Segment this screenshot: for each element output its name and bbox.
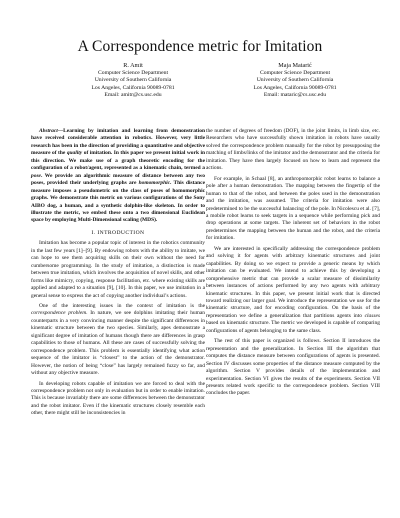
abstract-text-2: of imitation. In this paper we present initial work in this direction. We make use of a graph theoretic encoding for the configuration of a robot/agent, represented as a kinematic chain, termed a — [31, 150, 206, 172]
right-column — [206, 128, 380, 401]
author-city: Los Angeles, California 90089-0781 — [253, 84, 337, 91]
abstract-text-4: . This distance measure imposes a pseudometric on the class of poses of homomorphic graphs. We demonstrate this metric on various configurations of the Sony AIBO dog, a human, and a synthetic dolphin-like skeleton. In order to illustrate the metric, we embed these onto a two dimensional Euclidean space by employing Multi-Dimensional scaling (MDS). — [31, 180, 205, 224]
paragraph-emphasis: correspondence problem — [31, 310, 87, 317]
abstract — [31, 128, 205, 225]
body-paragraph: The rest of this paper is organized is follows. Section II introduces the representation and the generalization. In Section III the algorithm that computes the distance measure between configurations of agents is presented. Section IV discusses some properties of the distance measure computed by the algorithm. Section V provides details of the implementation and experimentation. Section VI gives the results of the experiments. Section VII presents related work specific to the correspondence problem. Section VIII concludes the paper. — [206, 338, 380, 397]
paper-title: A Correspondence metric for Imitation — [77, 38, 323, 55]
body-paragraph — [31, 303, 205, 378]
abstract-label: Abstract — [39, 128, 58, 134]
abstract-dash: — — [57, 128, 64, 134]
section-heading: I. INTRODUCTION — [91, 229, 145, 236]
author-department: Computer Science Department — [97, 69, 169, 76]
abstract-emph-pose: pose — [31, 172, 41, 179]
paragraph-text: We are interested in specifically addressing the correspondence problem and solving it for agents with arbitrary kinematic structures and joint capabilities. By doing so we expect to provide a generic means by which imitation can be evaluated. We intend to achieve this by developing a comprehensive metric that can provide a scalar measure of dissimilarity between instances of actions performed by any two agents with arbitrary kinematic structures. In this paper, we present initial work that is directed toward realizing our larger goal. We introduce the representation we use for the kinematic structure, and for encoding configuration. On the basis of the representation we define a generalization that partitions agents into — [206, 245, 380, 319]
author-2 — [210, 62, 380, 100]
abstract-emph-homomorphic: homomorphic — [138, 180, 171, 187]
author-1 — [48, 62, 218, 100]
author-university: University of Southern California — [94, 77, 172, 84]
body-paragraph: Imitation has become a popular topic of interest in the robotics community in the last few years [1]–[9]. By endowing robots with the ability to imitate, we can hope to see them acquiring skills on their own without the need for cumbersome programming. In the study of imitation, a distinction is made between true imitation, which involves the acquisition of novel skills, and other forms like mimicry, copying, response facilitation, etc. where existing skills are applied and adapted to a situation [9], [10]. In this paper, we use imitation in a general sense to express the act of copying another individual’s actions. — [31, 240, 205, 299]
paragraph-text: . In nature, we see dolphins imitating their human counterparts in a very convincing manner despite the significant differences in kinematic structure between the two species. Similarly, apes demonstrate a significant degree of imitation of humans though there are differences in grasp capabilities to those of humans. All these are cases of successfully solving the correspondence problem. This problem is essentially identifying what action sequence of the imitator is “closest” to the action of the demonstrator. However, the notion of being “close” has largely remained fuzzy so far, and without any objective measure. — [31, 310, 205, 377]
abstract-text-3: . We provide an algorithmic measure of distance between any two poses, provided their underlying graphs are — [31, 172, 205, 187]
author-name: R. Amit — [123, 62, 143, 69]
author-university: University of Southern California — [256, 77, 334, 84]
body-paragraph — [206, 246, 380, 335]
body-paragraph: In developing robots capable of imitation we are forced to deal with the correspondence problem not only in evaluation but in order to enable imitation. This is because invariably there are some differences between the demonstrator and the robot imitator. Even if the kinematic structures closely resemble each other, there might still be inconsistencies in — [31, 380, 205, 417]
author-email: Email: mataric@cs.usc.edu — [263, 92, 327, 99]
left-column — [31, 128, 205, 421]
paragraph-text: One of the interesting issues in the context of imitation is the — [39, 302, 205, 309]
body-paragraph: the number of degrees of freedom (DOF), in the joint limits, in limb size, etc. Researchers who have successfully shown imitation in robots have usually solved the correspondence problem manually for the robot by presupposing the matching of limbs/links of the imitator and the demonstrator and the criteria for imitation. They have then largely focused on how to learn and represent the actions. — [206, 128, 380, 172]
author-city: Los Angeles, California 90089-0781 — [91, 84, 175, 91]
author-email: Email: amitr@cs.usc.edu — [104, 92, 162, 99]
body-paragraph: For example, in Schaal [8], an anthropomorphic robot learns to balance a pole after a human demonstration. The mapping between the fingertip of the human to that of the robot, and between the poles used in the demonstration and the imitation, was assumed. The criteria for imitation were also predetermined to be the successful balancing of the pole. In Nicolescu et al. [7], a mobile robot learns to seek targets in a sequence while performing pick and drop operations at some targets. The inherent set of behaviors in the robot predetermines the mapping between the human and the robot, and the criteria for imitation. — [206, 175, 380, 242]
author-name: Maja Matarić — [278, 62, 312, 69]
author-department: Computer Science Department — [259, 69, 331, 76]
paragraph-emphasis: classes — [364, 312, 380, 319]
abstract-emph-quality: quality — [66, 150, 83, 157]
abstract-text-1: Learning by imitation and learning from demonstration have received considerable attention in robotics. However, very little research has been in the direction of providing a quantitative and objective measure of the — [31, 128, 205, 157]
paragraph-text: based on kinematic structure. The metric we developed is capable of comparing configurations of agents belonging to the same class. — [206, 320, 380, 334]
